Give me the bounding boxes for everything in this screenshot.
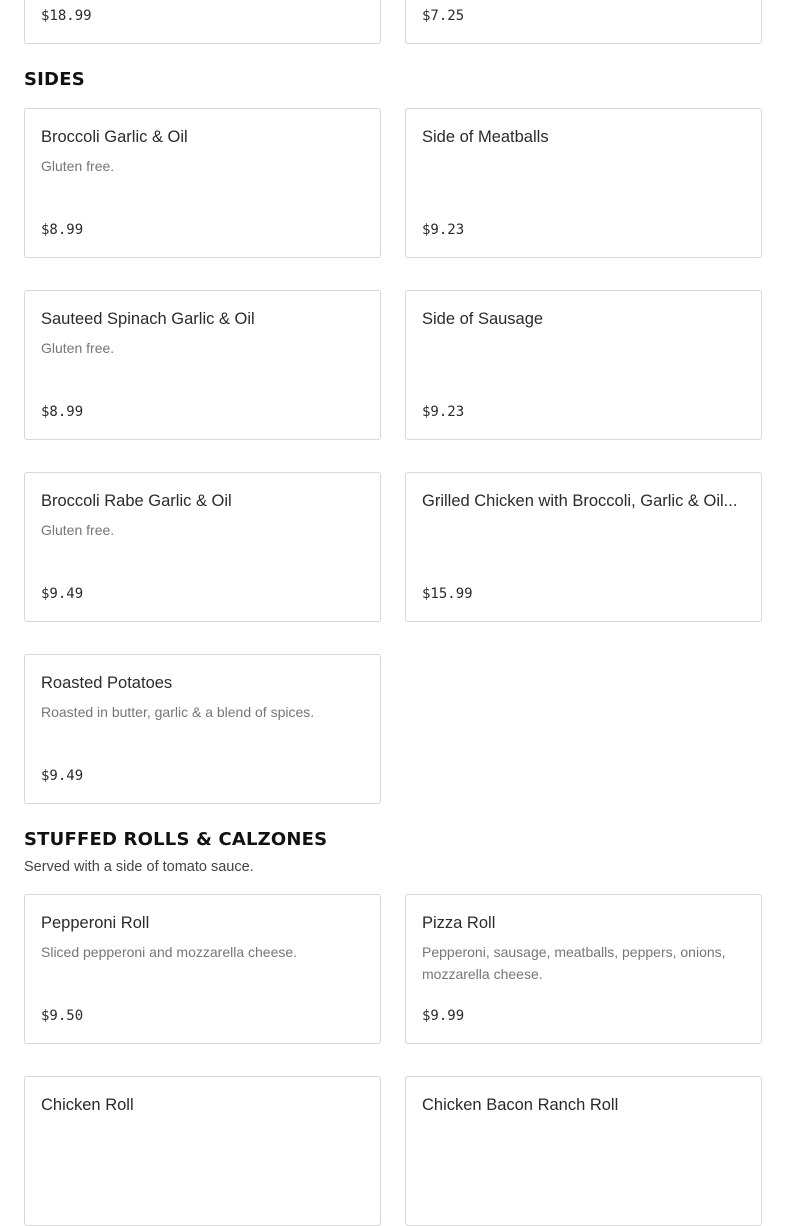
menu-item-name: Side of Meatballs (422, 128, 549, 146)
menu-item-price: $9.49 (41, 768, 84, 784)
menu-item-name: Grilled Chicken with Broccoli, Garlic & Oil... (422, 492, 738, 510)
menu-item-price: $15.99 (422, 586, 473, 602)
menu-item-card[interactable] (24, 1076, 381, 1226)
menu-item-name: Chicken Roll (41, 1096, 134, 1114)
menu-item-card[interactable] (405, 290, 762, 440)
section-title-sides: SIDES (24, 69, 85, 90)
menu-item-description: Roasted in butter, garlic & a blend of spices. (41, 704, 315, 720)
menu-item-description: Sliced pepperoni and mozzarella cheese. (41, 944, 298, 960)
menu-item-name: Side of Sausage (422, 310, 544, 328)
menu-item-name: Pepperoni Roll (41, 914, 150, 932)
menu-item-description: Gluten free. (41, 158, 115, 174)
menu-item-price: $9.23 (422, 404, 465, 420)
menu-item-price: $9.23 (422, 222, 465, 238)
menu-item-price: $9.99 (422, 1008, 465, 1024)
menu-item-price: $8.99 (41, 222, 84, 238)
menu-item-description: Pepperoni, sausage, meatballs, peppers, onions, mozzarella cheese. (422, 944, 726, 982)
menu-item-price: $18.99 (41, 8, 92, 24)
menu-item-card[interactable] (24, 0, 381, 44)
menu-item-price: $8.99 (41, 404, 84, 420)
menu-item-price: $9.49 (41, 586, 84, 602)
menu-item-card[interactable] (405, 1076, 762, 1226)
menu-item-name: Pizza Roll (422, 914, 496, 932)
menu-item-card[interactable] (24, 290, 381, 440)
section-subtitle: Served with a side of tomato sauce. (24, 859, 254, 875)
menu-item-name: Chicken Bacon Ranch Roll (422, 1096, 619, 1114)
menu-item-price: $7.25 (422, 8, 465, 24)
menu-item-card[interactable] (24, 472, 381, 622)
menu-item-card[interactable] (24, 894, 381, 1044)
menu-item-price: $9.50 (41, 1008, 84, 1024)
menu-item-name: Roasted Potatoes (41, 674, 173, 692)
menu-item-card[interactable] (405, 108, 762, 258)
menu-item-description: Gluten free. (41, 522, 115, 538)
menu-item-name: Broccoli Garlic & Oil (41, 128, 188, 146)
section-title-stuffed-rolls: STUFFED ROLLS & CALZONES (24, 829, 328, 850)
menu-item-description: Gluten free. (41, 340, 115, 356)
menu-item-name: Sauteed Spinach Garlic & Oil (41, 310, 255, 328)
menu-item-card[interactable] (405, 0, 762, 44)
menu-item-card[interactable] (24, 654, 381, 804)
menu-item-card[interactable] (405, 472, 762, 622)
menu-item-card[interactable] (24, 108, 381, 258)
menu-item-name: Broccoli Rabe Garlic & Oil (41, 492, 232, 510)
menu-item-card[interactable] (405, 894, 762, 1044)
